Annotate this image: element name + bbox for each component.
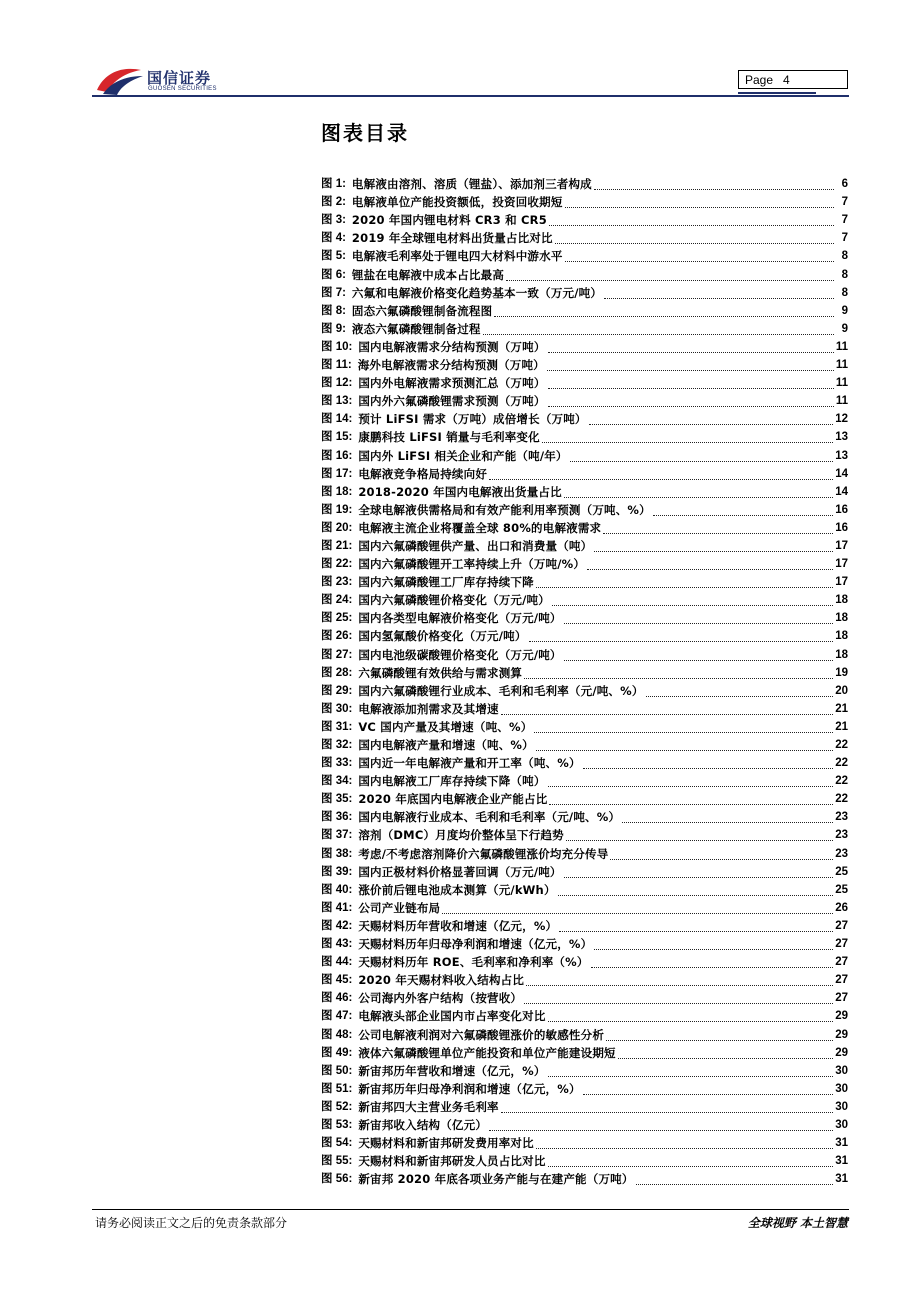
toc-entry[interactable]: [321, 916, 848, 934]
toc-entry[interactable]: [321, 228, 848, 246]
toc-entry-label: 图 44:: [321, 956, 353, 969]
toc-leader-dots: [646, 682, 834, 697]
toc-entry-title: 天赐材料历年 ROE、毛利率和净利率（%）: [358, 955, 589, 970]
toc-entry-page: 17: [835, 576, 848, 589]
toc-entry[interactable]: [321, 1169, 848, 1187]
toc-leader-dots: [534, 718, 833, 733]
toc-entry-page: 30: [835, 1118, 848, 1131]
toc-entry-label: 图 51:: [321, 1082, 353, 1095]
toc-leader-dots: [583, 1080, 834, 1095]
toc-entry-label: 图 56:: [321, 1173, 353, 1186]
toc-entry-page: 11: [835, 395, 848, 408]
toc-leader-dots: [565, 247, 834, 262]
toc-entry[interactable]: [321, 536, 848, 554]
toc-entry-label: 图 26:: [321, 630, 353, 643]
toc-entry-title: 锂盐在电解液中成本占比最高: [351, 267, 505, 282]
toc-entry-page: 18: [835, 648, 848, 661]
toc-entry-label: 图 49:: [321, 1046, 353, 1059]
toc-entry-page: 16: [835, 521, 848, 534]
toc-entry[interactable]: [321, 427, 848, 445]
toc-entry-page: 30: [835, 1082, 848, 1095]
toc-entry-label: 图 46:: [321, 992, 353, 1005]
toc-leader-dots: [548, 374, 834, 389]
toc-entry-title: 国内六氟磷酸锂行业成本、毛利和毛利率（元/吨、%）: [358, 683, 644, 698]
toc-entry[interactable]: [321, 1115, 848, 1133]
toc-entry-page: 30: [835, 1064, 848, 1077]
toc-entry[interactable]: [321, 391, 848, 409]
toc-entry[interactable]: [321, 554, 848, 572]
toc-entry-label: 图 33:: [321, 757, 353, 770]
toc-entry[interactable]: [321, 1079, 848, 1097]
toc-entry-title: 国内外 LiFSI 相关企业和产能（吨/年）: [358, 448, 568, 463]
toc-entry[interactable]: [321, 970, 848, 988]
toc-entry-title: 2019 年全球锂电材料出货量占比对比: [351, 231, 553, 246]
toc-entry[interactable]: [321, 518, 848, 536]
toc-leader-dots: [594, 537, 833, 552]
toc-entry-page: 30: [835, 1100, 848, 1113]
toc-entry-page: 18: [835, 630, 848, 643]
toc-leader-dots: [604, 284, 834, 299]
toc-entry-label: 图 19:: [321, 503, 353, 516]
toc-entry-page: 13: [835, 431, 848, 444]
toc-entry-page: 7: [841, 232, 848, 245]
toc-entry-label: 图 41:: [321, 901, 353, 914]
toc-entry[interactable]: [321, 807, 848, 825]
toc-leader-dots: [542, 428, 833, 443]
toc-entry[interactable]: [321, 445, 848, 463]
toc-entry-title: 国内电解液工厂库存持续下降（吨）: [358, 774, 546, 789]
toc-entry-title: 考虑/不考虑溶剂降价六氟磷酸锂涨价均充分传导: [358, 846, 609, 861]
toc-entry[interactable]: [321, 681, 848, 699]
toc-leader-dots: [506, 266, 834, 281]
toc-entry[interactable]: [321, 482, 848, 500]
toc-entry-page: 11: [835, 377, 848, 390]
toc-leader-dots: [564, 609, 834, 624]
toc-entry-page: 29: [835, 1046, 848, 1059]
toc-entry-title: 2020 年国内锂电材料 CR3 和 CR5: [351, 213, 547, 228]
toc-entry-page: 27: [835, 938, 848, 951]
toc-leader-dots: [565, 193, 834, 208]
toc-leader-dots: [494, 302, 834, 317]
toc-entry-label: 图 21:: [321, 539, 353, 552]
toc-entry-title: 天赐材料和新宙邦研发费用率对比: [358, 1136, 534, 1151]
toc-entry-title: 国内六氟磷酸锂供产量、出口和消费量（吨）: [358, 538, 593, 553]
toc-entry-title: 公司电解液利润对六氟磷酸锂涨价的敏感性分析: [358, 1027, 605, 1042]
toc-leader-dots: [591, 953, 834, 968]
toc-entry-page: 29: [835, 1028, 848, 1041]
toc-entry[interactable]: [321, 934, 848, 952]
toc-entry-page: 25: [835, 865, 848, 878]
toc-leader-dots: [552, 591, 833, 606]
toc-entry[interactable]: [321, 590, 848, 608]
toc-entry-label: 图 12:: [321, 377, 353, 390]
toc-leader-dots: [594, 175, 834, 190]
toc-entry-title: 国内六氟磷酸锂价格变化（万元/吨）: [358, 593, 550, 608]
toc-entry-page: 7: [841, 196, 848, 209]
toc-entry-label: 图 32:: [321, 739, 353, 751]
toc-entry-page: 26: [835, 901, 848, 914]
toc-entry-page: 18: [835, 612, 848, 625]
toc-entry-title: 国内氢氟酸价格变化（万元/吨）: [358, 629, 527, 644]
toc-leader-dots: [489, 1116, 833, 1131]
toc-entry[interactable]: [321, 898, 848, 916]
toc-leader-dots: [606, 1026, 833, 1041]
toc-entry-title: 电解液主流企业将覆盖全球 80%的电解液需求: [358, 520, 602, 535]
toc-entry[interactable]: [321, 337, 848, 355]
toc-leader-dots: [483, 320, 834, 335]
toc-entry-label: 图 54:: [321, 1137, 353, 1150]
toc-entry-label: 图 20:: [321, 521, 353, 534]
toc-entry-label: 图 25:: [321, 612, 353, 625]
toc-entry-title: 电解液单位产能投资额低，投资回收期短: [351, 195, 563, 210]
footer-rule: [92, 1209, 849, 1210]
toc-entry[interactable]: [321, 753, 848, 771]
toc-leader-dots: [548, 1152, 834, 1167]
toc-entry[interactable]: [321, 880, 848, 898]
toc-entry[interactable]: [321, 246, 848, 264]
toc-entry-title: 海外电解液需求分结构预测（万吨）: [357, 358, 545, 373]
toc-entry-label: 图 5:: [321, 250, 346, 263]
toc-entry[interactable]: [321, 717, 848, 735]
toc-entry-label: 图 37:: [321, 829, 353, 842]
toc-entry-label: 图 36:: [321, 811, 353, 824]
toc-entry-title: 国内正极材料价格显著回调（万元/吨）: [358, 864, 562, 879]
toc-entry-title: 国内外电解液需求预测汇总（万吨）: [358, 376, 546, 391]
toc-entry-title: 国内电解液产量和增速（吨、%）: [358, 738, 534, 752]
toc-entry-page: 17: [835, 558, 848, 571]
toc-entry-page: 20: [835, 684, 848, 697]
toc-entry-label: 图 40:: [321, 883, 353, 896]
toc-entry[interactable]: [321, 301, 848, 319]
toc-entry-label: 图 47:: [321, 1010, 353, 1023]
toc-entry-label: 图 6:: [321, 268, 346, 281]
toc-entry-page: 23: [835, 811, 848, 824]
toc-entry[interactable]: [321, 264, 848, 282]
toc-leader-dots: [570, 447, 834, 462]
toc-entry[interactable]: [321, 1133, 848, 1151]
toc-entry-title: 康鹏科技 LiFSI 销量与毛利率变化: [358, 430, 540, 445]
toc-entry-title: 电解液毛利率处于锂电四大材料中游水平: [351, 249, 563, 264]
toc-leader-dots: [548, 392, 834, 407]
toc-leader-dots: [526, 971, 833, 986]
toc-entry-page: 6: [841, 178, 848, 191]
toc-leader-dots: [564, 646, 834, 661]
toc-entry[interactable]: [321, 174, 848, 192]
toc-entry-label: 图 18:: [321, 485, 353, 498]
toc-leader-dots: [536, 1134, 833, 1149]
toc-entry-title: 公司海内外客户结构（按营收）: [358, 991, 523, 1006]
toc-entry[interactable]: [321, 500, 848, 518]
toc-entry-label: 图 31:: [321, 720, 353, 733]
toc-leader-dots: [583, 754, 834, 769]
toc-entry-page: 23: [835, 829, 848, 842]
toc-entry-page: 31: [835, 1173, 848, 1186]
toc-entry-page: 27: [835, 919, 848, 932]
toc-entry-page: 22: [835, 739, 848, 751]
toc-entry[interactable]: [321, 952, 848, 970]
toc-entry-title: 全球电解液供需格局和有效产能利用率预测（万吨、%）: [358, 502, 651, 517]
toc-entry-label: 图 1:: [321, 178, 346, 191]
page-label: Page: [745, 73, 774, 87]
guosen-logo-icon: [93, 64, 145, 96]
toc-entry[interactable]: [321, 771, 848, 789]
toc-entry-label: 图 48:: [321, 1028, 353, 1041]
table-of-figures: [321, 174, 848, 1187]
toc-leader-dots: [564, 483, 833, 498]
toc-entry[interactable]: [321, 409, 848, 427]
toc-entry-page: 27: [835, 974, 848, 987]
toc-leader-dots: [594, 935, 833, 950]
toc-entry-title: 涨价前后锂电池成本测算（元/kWh）: [358, 882, 556, 897]
toc-entry-title: VC 国内产量及其增速（吨、%）: [358, 719, 533, 734]
toc-leader-dots: [559, 917, 833, 932]
toc-entry-page: 9: [841, 322, 848, 335]
toc-entry-title: 天赐材料历年营收和增速（亿元，%）: [358, 918, 558, 933]
toc-entry-label: 图 4:: [321, 232, 346, 245]
toc-entry-title: 国内电池级碳酸锂价格变化（万元/吨）: [358, 647, 562, 662]
toc-entry-page: 22: [835, 757, 848, 770]
toc-entry-label: 图 34:: [321, 775, 353, 788]
toc-entry-page: 18: [835, 594, 848, 607]
toc-entry-label: 图 8:: [321, 304, 346, 317]
toc-entry-label: 图 43:: [321, 938, 353, 951]
toc-entry[interactable]: [321, 626, 848, 644]
toc-entry-page: 16: [835, 503, 848, 516]
toc-entry[interactable]: [321, 1024, 848, 1042]
page-number: 4: [783, 73, 790, 87]
toc-entry[interactable]: [321, 373, 848, 391]
toc-leader-dots: [566, 826, 833, 841]
toc-entry-label: 图 45:: [321, 974, 353, 987]
toc-entry[interactable]: [321, 988, 848, 1006]
toc-leader-dots: [501, 700, 833, 715]
brand-name-cn: 国信证券: [147, 69, 212, 87]
toc-entry-label: 图 11:: [321, 359, 352, 372]
page-indicator: [738, 70, 848, 89]
toc-entry-title: 天赐材料和新宙邦研发人员占比对比: [358, 1154, 546, 1169]
toc-entry-page: 13: [835, 449, 848, 462]
toc-entry-page: 11: [835, 359, 848, 372]
toc-leader-dots: [558, 881, 834, 896]
toc-entry-page: 27: [835, 992, 848, 1005]
toc-entry-page: 8: [841, 286, 848, 299]
toc-entry-title: 国内外六氟磷酸锂需求预测（万吨）: [358, 394, 546, 409]
toc-leader-dots: [489, 465, 833, 480]
toc-entry-label: 图 14:: [321, 413, 353, 426]
toc-entry-label: 图 35:: [321, 793, 353, 806]
toc-leader-dots: [549, 790, 833, 805]
toc-entry-page: 11: [835, 340, 848, 353]
toc-entry-label: 图 50:: [321, 1064, 353, 1077]
toc-entry[interactable]: [321, 192, 848, 210]
toc-entry[interactable]: [321, 789, 848, 807]
toc-entry-title: 溶剂（DMC）月度均价整体呈下行趋势: [358, 828, 564, 843]
toc-leader-dots: [524, 664, 833, 679]
toc-entry-page: 12: [835, 413, 848, 426]
toc-leader-dots: [555, 229, 834, 244]
footer-slogan: 全球视野 本土智慧: [747, 1216, 848, 1230]
toc-entry-title: 2020 年天赐材料收入结构占比: [358, 973, 525, 988]
toc-entry-title: 新宙邦收入结构（亿元）: [358, 1117, 488, 1132]
toc-entry-title: 2018-2020 年国内电解液出货量占比: [358, 484, 562, 499]
toc-entry[interactable]: [321, 1097, 848, 1115]
toc-leader-dots: [548, 1007, 834, 1022]
toc-entry[interactable]: [321, 283, 848, 301]
toc-leader-dots: [610, 845, 833, 860]
toc-leader-dots: [501, 1098, 833, 1113]
toc-entry-label: 图 24:: [321, 594, 353, 607]
toc-entry-label: 图 16:: [321, 449, 353, 462]
toc-entry-page: 21: [835, 702, 848, 715]
toc-entry-title: 电解液添加剂需求及其增速: [358, 701, 499, 716]
brand-name-en: GUOSEN SECURITIES: [148, 86, 217, 92]
toc-entry-title: 国内电解液行业成本、毛利和毛利率（元/吨、%）: [358, 810, 621, 825]
toc-entry[interactable]: [321, 608, 848, 626]
toc-entry-title: 液态六氟磷酸锂制备过程: [351, 321, 481, 336]
toc-entry[interactable]: [321, 1006, 848, 1024]
toc-entry-title: 电解液头部企业国内市占率变化对比: [358, 1009, 546, 1024]
toc-entry[interactable]: [321, 464, 848, 482]
toc-leader-dots: [653, 501, 833, 516]
toc-entry-page: 19: [835, 666, 848, 679]
toc-entry[interactable]: [321, 663, 848, 681]
page-header: [0, 0, 920, 100]
toc-leader-dots: [587, 555, 833, 570]
toc-entry-page: 22: [835, 775, 848, 788]
toc-entry-page: 31: [835, 1155, 848, 1168]
toc-leader-dots: [547, 356, 834, 371]
toc-entry-title: 天赐材料历年归母净利润和增速（亿元，%）: [358, 937, 593, 952]
toc-entry-label: 图 10:: [321, 340, 353, 353]
toc-entry-label: 图 22:: [321, 558, 353, 571]
toc-entry-page: 8: [841, 268, 848, 281]
toc-entry-label: 图 30:: [321, 702, 353, 715]
toc-entry-page: 8: [841, 250, 848, 263]
toc-leader-dots: [548, 772, 834, 787]
toc-entry[interactable]: [321, 735, 848, 753]
toc-entry-title: 国内六氟磷酸锂开工率持续上升（万吨/%）: [358, 557, 586, 572]
toc-leader-dots: [536, 573, 833, 588]
toc-entry-label: 图 29:: [321, 684, 353, 697]
toc-entry-title: 电解液竞争格局持续向好: [358, 466, 488, 481]
toc-leader-dots: [636, 1170, 834, 1185]
header-rule: [92, 95, 849, 97]
toc-entry-title: 固态六氟磷酸锂制备流程图: [351, 303, 493, 318]
toc-leader-dots: [622, 808, 833, 823]
toc-leader-dots: [524, 989, 833, 1004]
toc-leader-dots: [442, 899, 833, 914]
toc-entry[interactable]: [321, 862, 848, 880]
header-accent-rule: [738, 92, 816, 94]
toc-entry-title: 电解液由溶剂、溶质（锂盐）、添加剂三者构成: [351, 177, 592, 192]
toc-entry[interactable]: [321, 699, 848, 717]
toc-entry[interactable]: [321, 843, 848, 861]
toc-entry-label: 图 9:: [321, 322, 346, 335]
brand-logo: [93, 64, 233, 96]
toc-entry[interactable]: [321, 1061, 848, 1079]
toc-leader-dots: [618, 1044, 833, 1059]
toc-entry-page: 9: [841, 304, 848, 317]
toc-leader-dots: [536, 736, 833, 751]
toc-entry-label: 图 39:: [321, 865, 353, 878]
toc-entry-label: 图 53:: [321, 1118, 353, 1131]
toc-entry[interactable]: [321, 1151, 848, 1169]
toc-entry-page: 22: [835, 793, 848, 806]
toc-entry-label: 图 52:: [321, 1100, 353, 1113]
toc-leader-dots: [548, 338, 834, 353]
toc-entry-label: 图 15:: [321, 431, 353, 444]
toc-leader-dots: [548, 1062, 834, 1077]
toc-entry-page: 17: [835, 539, 848, 552]
toc-entry-label: 图 55:: [321, 1155, 353, 1168]
toc-entry-title: 新宙邦历年归母净利润和增速（亿元，%）: [358, 1081, 581, 1096]
toc-entry-label: 图 28:: [321, 666, 353, 679]
toc-entry-page: 7: [841, 214, 848, 227]
toc-entry-label: 图 2:: [321, 196, 346, 209]
toc-entry-label: 图 42:: [321, 919, 353, 932]
toc-entry-label: 图 38:: [321, 847, 353, 860]
toc-entry-page: 21: [835, 720, 848, 733]
toc-entry[interactable]: [321, 210, 848, 228]
toc-entry-title: 液体六氟磷酸锂单位产能投资和单位产能建设期短: [358, 1045, 616, 1060]
toc-entry[interactable]: [321, 644, 848, 662]
toc-entry-page: 14: [835, 485, 848, 498]
toc-entry-title: 国内六氟磷酸锂工厂库存持续下降: [358, 575, 534, 590]
toc-entry-title: 国内各类型电解液价格变化（万元/吨）: [358, 611, 562, 626]
toc-entry-label: 图 3:: [321, 214, 346, 227]
toc-entry-title: 新宙邦四大主营业务毛利率: [358, 1099, 499, 1114]
toc-entry-page: 29: [835, 1010, 848, 1023]
toc-leader-dots: [603, 519, 833, 534]
footer-disclaimer: 请务必阅读正文之后的免责条款部分: [95, 1216, 288, 1230]
toc-entry-title: 公司产业链布局: [358, 900, 441, 915]
toc-entry-page: 25: [835, 883, 848, 896]
toc-entry[interactable]: [321, 1043, 848, 1061]
toc-entry-title: 六氟磷酸锂有效供给与需求测算: [358, 665, 523, 680]
toc-entry-title: 新宙邦 2020 年底各项业务产能与在建产能（万吨）: [358, 1172, 634, 1187]
toc-entry-label: 图 13:: [321, 395, 353, 408]
toc-leader-dots: [529, 627, 834, 642]
toc-entry-label: 图 17:: [321, 467, 353, 480]
toc-entry-page: 27: [835, 956, 848, 969]
toc-entry-title: 国内电解液需求分结构预测（万吨）: [358, 339, 546, 354]
toc-entry-title: 预计 LiFSI 需求（万吨）成倍增长（万吨）: [358, 412, 587, 427]
toc-entry-title: 新宙邦历年营收和增速（亿元，%）: [358, 1063, 546, 1078]
toc-entry-title: 六氟和电解液价格变化趋势基本一致（万元/吨）: [351, 285, 603, 300]
toc-entry[interactable]: [321, 355, 848, 373]
toc-entry[interactable]: [321, 572, 848, 590]
toc-leader-dots: [564, 863, 834, 878]
toc-entry[interactable]: [321, 319, 848, 337]
toc-entry-page: 23: [835, 847, 848, 860]
toc-leader-dots: [589, 410, 834, 425]
toc-entry-label: 图 23:: [321, 576, 353, 589]
toc-entry-title: 国内近一年电解液产量和开工率（吨、%）: [358, 756, 581, 771]
toc-entry-page: 31: [835, 1137, 848, 1150]
toc-entry[interactable]: [321, 825, 848, 843]
page-title: 图表目录: [321, 121, 409, 145]
toc-leader-dots: [549, 211, 834, 226]
toc-entry-title: 2020 年底国内电解液企业产能占比: [358, 792, 548, 807]
toc-entry-page: 14: [835, 467, 848, 480]
toc-entry-label: 图 7:: [321, 286, 346, 299]
toc-entry-label: 图 27:: [321, 648, 353, 661]
